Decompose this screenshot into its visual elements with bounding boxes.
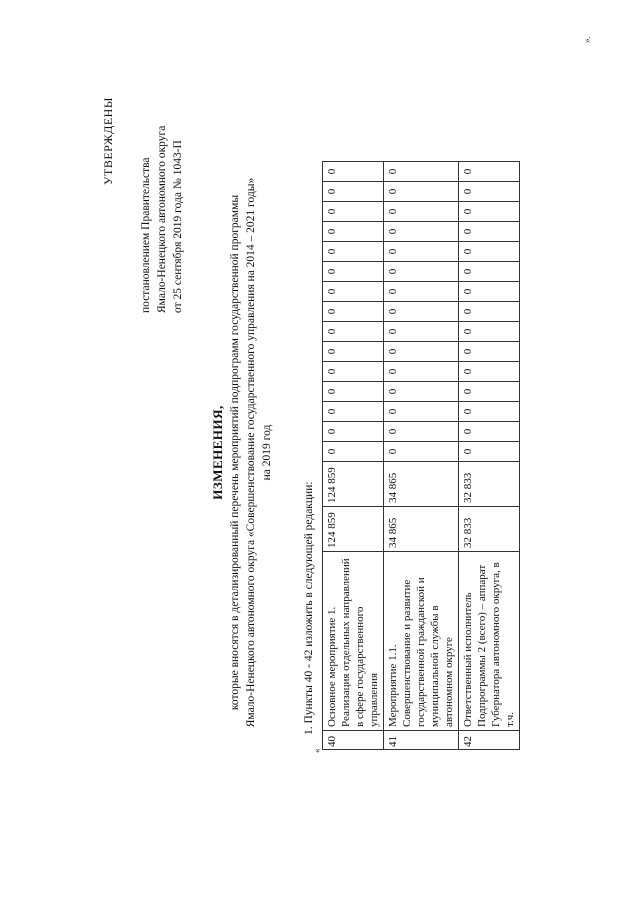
row-zero-cell: 0 <box>323 242 384 262</box>
row-zero-cell: 0 <box>459 242 520 262</box>
row-zero-cell: 0 <box>384 262 459 282</box>
row-zero-cell: 0 <box>384 362 459 382</box>
row-name-cell: Основное мероприятие 1. Реализация отдельных направлений в сфере государственного управления <box>323 552 384 731</box>
table-row <box>323 162 384 750</box>
row-zero-cell: 0 <box>323 402 384 422</box>
row-zero-cell: 0 <box>323 442 384 462</box>
row-zero-cell: 0 <box>459 442 520 462</box>
row-zero-cell: 0 <box>323 362 384 382</box>
row-value-cell: 34 865 <box>384 462 459 507</box>
row-zero-cell: 0 <box>384 342 459 362</box>
row-zero-cell: 0 <box>384 302 459 322</box>
row-zero-cell: 0 <box>323 262 384 282</box>
row-zero-cell: 0 <box>459 402 520 422</box>
row-zero-cell: 0 <box>384 322 459 342</box>
row-zero-cell: 0 <box>323 202 384 222</box>
row-zero-cell: 0 <box>384 402 459 422</box>
row-zero-cell: 0 <box>459 382 520 402</box>
row-zero-cell: 0 <box>323 162 384 182</box>
row-zero-cell: 0 <box>384 182 459 202</box>
row-name-cell: Мероприятие 1.1. Совершенствование и развитие государственной гражданской и муниципальной службы в автономном округе <box>384 552 459 731</box>
row-zero-cell: 0 <box>459 302 520 322</box>
document-subtitle-line: которые вносятся в детализированный перечень мероприятий подпрограмм государственной программы <box>229 194 241 711</box>
row-zero-cell: 0 <box>384 202 459 222</box>
quote-open: « <box>312 748 322 753</box>
row-zero-cell: 0 <box>323 182 384 202</box>
row-zero-cell: 0 <box>459 222 520 242</box>
row-value-cell: 124 859 <box>323 507 384 552</box>
row-value-cell: 32 833 <box>459 462 520 507</box>
row-zero-cell: 0 <box>459 342 520 362</box>
table-row <box>384 162 459 750</box>
row-zero-cell: 0 <box>384 422 459 442</box>
row-zero-cell: 0 <box>323 302 384 322</box>
row-zero-cell: 0 <box>459 362 520 382</box>
row-number-cell: 42 <box>459 731 520 750</box>
table-row <box>459 162 520 750</box>
approval-line: постановлением Правительства <box>140 157 152 313</box>
row-zero-cell: 0 <box>384 222 459 242</box>
row-zero-cell: 0 <box>323 422 384 442</box>
row-zero-cell: 0 <box>323 282 384 302</box>
row-zero-cell: 0 <box>459 182 520 202</box>
row-zero-cell: 0 <box>323 342 384 362</box>
row-number-cell: 40 <box>323 731 384 750</box>
approval-title: УТВЕРЖДЕНЫ <box>101 97 115 185</box>
activities-table <box>322 161 520 750</box>
row-zero-cell: 0 <box>323 382 384 402</box>
row-zero-cell: 0 <box>323 322 384 342</box>
row-name-cell: Ответственный исполнитель Подпрограммы 2 (всего) – аппарат Губернатора автономного округа, в т.ч. <box>459 552 520 731</box>
document-subtitle-line: Ямало-Ненецкого автономного округа «Совершенствование государственного управления на 2014 – 2021 годы» <box>245 177 257 728</box>
row-zero-cell: 0 <box>384 282 459 302</box>
quote-close: ». <box>582 36 592 43</box>
row-value-cell: 124 859 <box>323 462 384 507</box>
row-zero-cell: 0 <box>384 382 459 402</box>
row-zero-cell: 0 <box>459 422 520 442</box>
row-zero-cell: 0 <box>384 442 459 462</box>
row-zero-cell: 0 <box>459 162 520 182</box>
approval-line: от 25 сентября 2019 года № 1043-П <box>172 140 184 313</box>
row-zero-cell: 0 <box>459 282 520 302</box>
amendment-paragraph: 1. Пункты 40 - 42 изложить в следующей редакции: <box>303 481 315 735</box>
row-value-cell: 32 833 <box>459 507 520 552</box>
row-zero-cell: 0 <box>384 242 459 262</box>
row-value-cell: 34 865 <box>384 507 459 552</box>
row-number-cell: 41 <box>384 731 459 750</box>
row-zero-cell: 0 <box>459 322 520 342</box>
document-title: ИЗМЕНЕНИЯ, <box>210 405 225 500</box>
row-zero-cell: 0 <box>323 222 384 242</box>
row-zero-cell: 0 <box>459 262 520 282</box>
row-zero-cell: 0 <box>459 202 520 222</box>
document-subtitle-line: на 2019 год <box>261 424 273 481</box>
approval-line: Ямало-Ненецкого автономного округа <box>156 125 168 313</box>
row-zero-cell: 0 <box>384 162 459 182</box>
